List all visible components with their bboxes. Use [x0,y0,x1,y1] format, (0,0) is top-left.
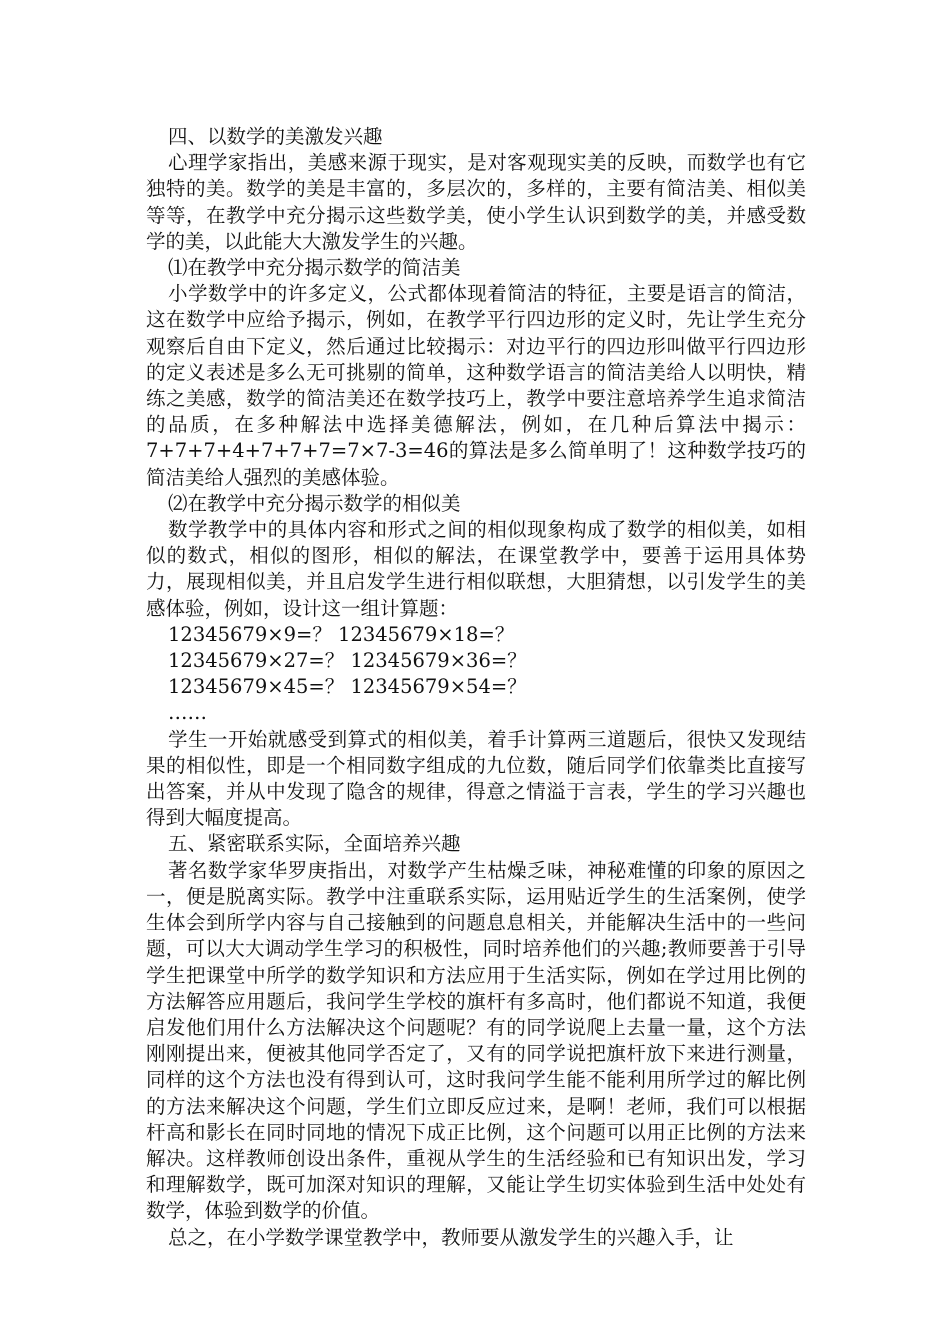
section-heading-4: 四、以数学的美激发兴趣 [168,125,383,148]
subsection-heading-2: ⑵在教学中充分揭示数学的相似美 [168,491,461,515]
paragraph: 数学教学中的具体内容和形式之间的相似现象构成了数学的相似美，如相似的数式，相似的图形，相似的解法，在课堂教学中，要善于运用具体势力，展现相似美，并且启发学生进行相似联想，大胆猜想，以引发学生的美感体验，例如，设计这一组计算题： [146,518,806,620]
equation-line: 12345679×9=？ 12345679×18=？ [168,622,515,646]
paragraph: 小学数学中的许多定义，公式都体现着简洁的特征，主要是语言的简洁，这在数学中应给予揭示，例如，在教学平行四边形的定义时，先让学生充分观察后自由下定义，然后通过比较揭示：对边平行的四边形叫做平行四边形的定义表述是多么无可挑剔的简单，这种数学语言的简洁美给人以明快，精练之美感，数学的简洁美还在数学技巧上，教学中要注意培养学生追求简洁的品质，在多种解法中选择美德解法，例如，在几种后算法中揭示：7+7+7+4+7+7+7=7×7-3=46的算法是多么简单明了！这种数学技巧的简洁美给人强烈的美感体验。 [146,282,806,489]
equation-line: 12345679×45=？ 12345679×54=？ [168,675,527,699]
paragraph: 心理学家指出，美感来源于现实，是对客观现实美的反映，而数学也有它独特的美。数学的美是丰富的，多层次的，多样的，主要有简洁美、相似美等等，在教学中充分揭示这些数学美，使小学生认识到数学的美，并感受数学的美，以此能大大激发学生的兴趣。 [146,151,806,253]
section-heading-5: 五、紧密联系实际，全面培养兴趣 [168,832,461,856]
paragraph: 著名数学家华罗庚指出，对数学产生枯燥乏味，神秘难懂的印象的原因之一，便是脱离实际。教学中注重联系实际，运用贴近学生的生活案例，使学生体会到所学内容与自己接触到的问题息息相关，并能解决生活中的一些问题，可以大大调动学生学习的积极性，同时培养他们的兴趣;教师要善于引导学生把课堂中所学的数学知识和方法应用于生活实际，例如在学过用比例的方法解答应用题后，我问学生学校的旗杆有多高时，他们都说不知道，我便启发他们用什么方法解决这个问题呢？有的同学说爬上去量一量，这个方法刚刚提出来，便被其他同学否定了，又有的同学说把旗杆放下来进行测量，同样的这个方法也没有得到认可，这时我问学生能不能利用所学过的解比例的方法来解决这个问题，学生们立即反应过来，是啊！老师，我们可以根据杆高和影长在同时同地的情况下成正比例，这个问题可以用正比例的方法来解决。这样教师创设出条件，重视从学生的生活经验和已有知识出发，学习和理解数学，既可加深对知识的理解，又能让学生切实体验到生活中处处有数学，体验到数学的价值。 [146,858,806,1223]
document-page [146,124,806,1251]
equation-line: 12345679×27=？ 12345679×36=？ [168,649,527,673]
paragraph: 总之，在小学数学课堂教学中，教师要从激发学生的兴趣入手，让 [168,1225,734,1249]
ellipsis-line: …… [168,701,207,725]
paragraph: 学生一开始就感受到算式的相似美，着手计算两三道题后，很快又发现结果的相似性，即是一个相同数字组成的九位数，随后同学们依靠类比直接写出答案，并从中发现了隐含的规律，得意之情溢于言表，学生的学习兴趣也得到大幅度提高。 [146,727,806,830]
subsection-heading-1: ⑴在教学中充分揭示数学的简洁美 [168,256,461,280]
